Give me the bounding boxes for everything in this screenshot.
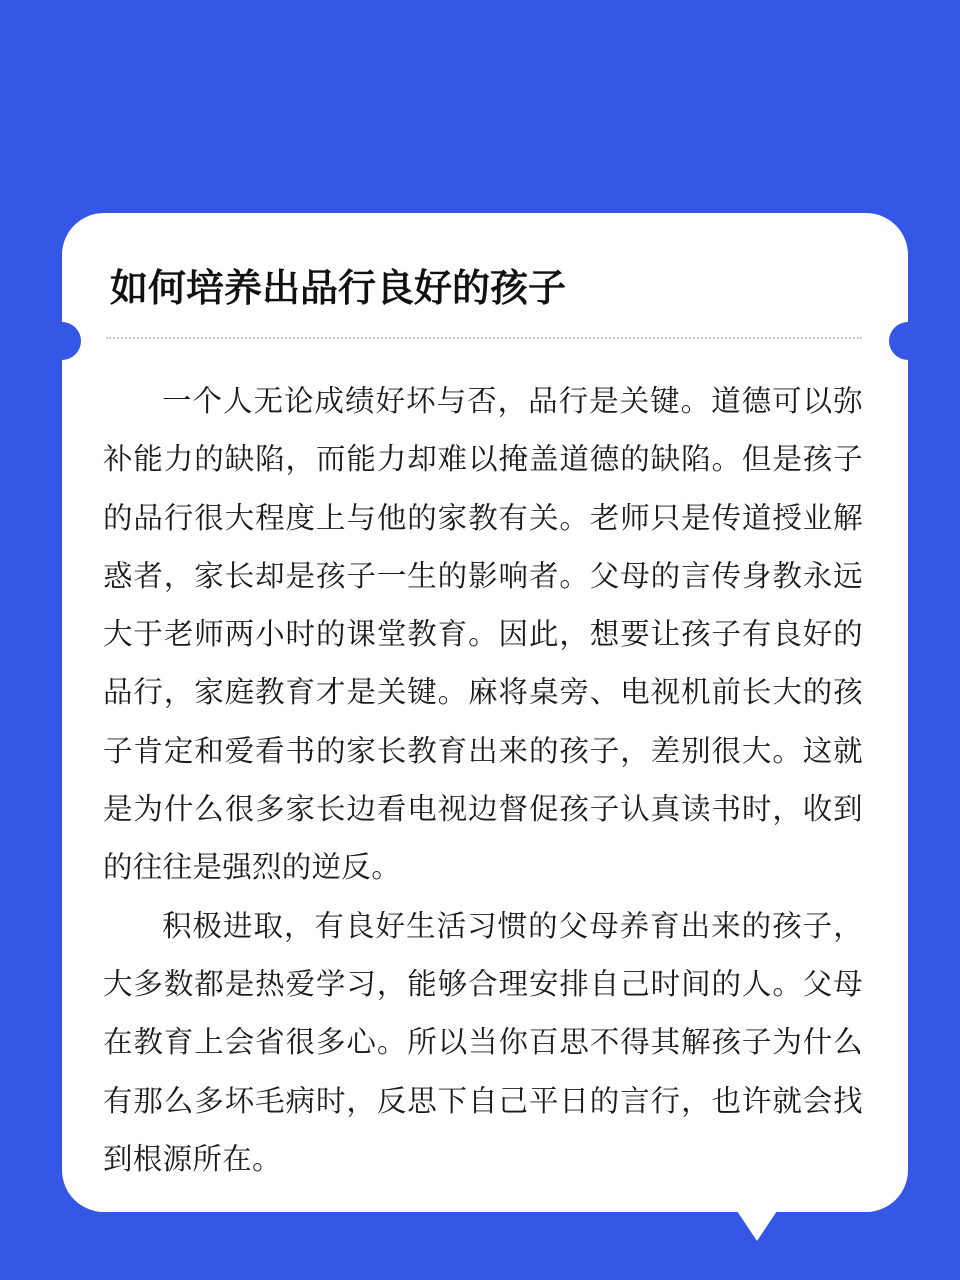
speech-bubble-pointer — [737, 1211, 777, 1241]
title-divider — [106, 337, 862, 339]
article-paragraph-2: 积极进取，有良好生活习惯的父母养育出来的孩子，大多数都是热爱学习，能够合理安排自己时间的人。父母在教育上会省很多心。所以当你百思不得其解孩子为什么有那么多坏毛病时，反思下自己平日的言行，也许就会找到根源所在。 — [103, 908, 863, 1176]
card-notch-right — [889, 322, 927, 360]
article-paragraph-1: 一个人无论成绩好坏与否，品行是关键。道德可以弥补能力的缺陷，而能力却难以掩盖道德的缺陷。但是孩子的品行很大程度上与他的家教有关。老师只是传道授业解惑者，家长却是孩子一生的影响者。父母的言传身教永远大于老师两小时的课堂教育。因此，想要让孩子有良好的品行，家庭教育才是关键。麻将桌旁、电视机前长大的孩子肯定和爱看书的家长教育出来的孩子，差别很大。这就是为什么很多家长边看电视边督促孩子认真读书时，收到的往往是强烈的逆反。 — [103, 384, 863, 885]
article-title: 如何培养出品行良好的孩子 — [110, 266, 567, 310]
article-body — [103, 372, 863, 1188]
card-notch-left — [43, 322, 81, 360]
